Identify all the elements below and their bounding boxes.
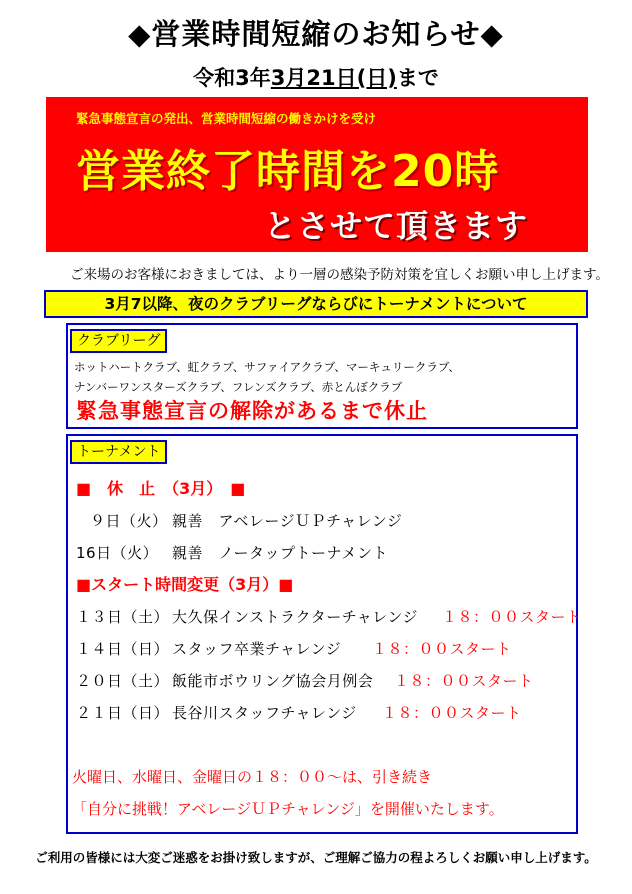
event-start-time: １８：００スタート: [382, 704, 522, 722]
page-title: ◆営業時間短縮のお知らせ◆: [128, 17, 504, 51]
event-start-time: １８：００スタート: [372, 640, 512, 658]
table-row: [90, 510, 402, 531]
club-league-tag: クラブリーグ: [70, 329, 167, 353]
event-name: 大久保インストラクターチャレンジ: [172, 608, 419, 626]
challenge-note-line-2: 「自分に挑戦！アベレージＵＰチャレンジ」を開催いたします。: [72, 800, 504, 818]
event-name: 親善 ノータップトーナメント: [172, 544, 388, 562]
event-date: 16日（火）: [76, 544, 159, 562]
banner-reason: 緊急事態宣言の発出、営業時間短縮の働きかけを受け: [76, 111, 377, 126]
suspended-heading: ■ 休 止 （3月） ■: [76, 479, 246, 498]
period-year: 令和3年: [193, 66, 271, 90]
event-name: スタッフ卒業チャレンジ: [172, 640, 342, 658]
event-date: ９日（火）: [90, 512, 168, 530]
table-row: [76, 606, 582, 627]
start-change-heading: ■スタート時間変更（3月）■: [76, 575, 294, 594]
period-suffix: まで: [396, 66, 439, 90]
customer-request: ご来場のお客様におきましては、より一層の感染予防対策を宜しくお願い申し上げます。: [70, 267, 609, 283]
challenge-note-line-1: 火曜日、水曜日、金曜日の１８：００～は、引き続き: [72, 768, 433, 786]
event-start-time: １８：００スタート: [394, 672, 534, 690]
banner-headline: 営業終了時間を20時: [76, 146, 500, 197]
period-date: 3月21日(日): [270, 66, 397, 90]
event-start-time: １８：００スタート: [442, 608, 582, 626]
league-notice-bar: 3月7以降、夜のクラブリーグならびにトーナメントについて: [44, 290, 588, 318]
table-row: [76, 702, 522, 723]
event-date: １４日（日）: [76, 640, 170, 658]
banner-headline-continued: とさせて頂きます: [264, 207, 529, 245]
tournament-box: [66, 434, 582, 834]
event-name: 親善 アベレージＵＰチャレンジ: [172, 512, 403, 530]
table-row: [76, 638, 512, 659]
table-row: [76, 542, 388, 563]
event-date: １３日（土）: [76, 608, 170, 626]
club-league-box: [66, 323, 578, 429]
footer-apology: ご利用の皆様には大変ご迷惑をお掛け致しますが、ご理解ご協力の程よろしくお願い申し上げます。: [35, 850, 597, 865]
event-name: 長谷川スタッフチャレンジ: [172, 704, 357, 722]
event-name: 飯能市ボウリング協会月例会: [172, 672, 374, 690]
club-list-line-1: ホットハートクラブ、虹クラブ、サファイアクラブ、マーキュリークラブ、: [74, 360, 460, 374]
event-date: ２０日（土）: [76, 672, 170, 690]
event-date: ２１日（日）: [76, 704, 170, 722]
club-league-status: 緊急事態宣言の解除があるまで休止: [76, 399, 428, 423]
table-row: [76, 670, 534, 691]
club-list-line-2: ナンバーワンスターズクラブ、フレンズクラブ、赤とんぼクラブ: [74, 380, 403, 394]
tournament-tag: トーナメント: [70, 440, 167, 464]
period-subtitle: [0, 62, 632, 92]
closing-time-banner: [46, 97, 588, 252]
